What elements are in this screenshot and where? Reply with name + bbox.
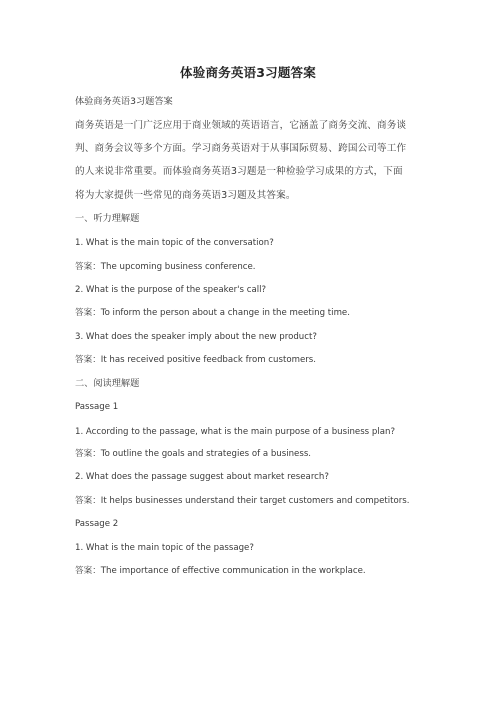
question: 3. What does the speaker imply about the new product? (75, 332, 317, 342)
answer: 答案：To inform the person about a change in the meeting time. (75, 308, 350, 318)
intro-line: 将为大家提供一些常见的商务英语3习题及其答案。 (75, 190, 296, 201)
question: 2. What does the passage suggest about market research? (75, 472, 329, 482)
answer: 答案：The upcoming business conference. (75, 262, 256, 272)
question: 1. What is the main topic of the conversation? (75, 238, 274, 248)
intro-line: 判、商务会议等多个方面。学习商务英语对于从事国际贸易、跨国公司等工作 (75, 143, 407, 154)
intro-line: 商务英语是一门广泛应用于商业领域的英语语言，它涵盖了商务交流、商务谈 (75, 120, 407, 131)
answer: 答案：To outline the goals and strategies of a business. (75, 449, 312, 459)
question: 2. What is the purpose of the speaker's call? (75, 285, 267, 295)
section-heading-reading: 二、阅读理解题 (75, 378, 140, 389)
question: 1. What is the main topic of the passage? (75, 543, 254, 553)
passage-label: Passage 1 (75, 402, 119, 412)
answer: 答案：It has received positive feedback from customers. (75, 355, 316, 365)
question: 1. According to the passage, what is the main purpose of a business plan? (75, 427, 396, 437)
section-heading-listening: 一、听力理解题 (75, 213, 140, 224)
document-subtitle: 体验商务英语3习题答案 (75, 96, 173, 107)
answer: 答案：The importance of effective communication in the workplace. (75, 566, 366, 576)
passage-label: Passage 2 (75, 519, 119, 529)
answer: 答案：It helps businesses understand their target customers and competitors. (75, 496, 410, 506)
intro-line: 的人来说非常重要。而体验商务英语3习题是一种检验学习成果的方式，下面 (75, 166, 403, 177)
document-title: 体验商务英语3习题答案 (180, 65, 316, 80)
